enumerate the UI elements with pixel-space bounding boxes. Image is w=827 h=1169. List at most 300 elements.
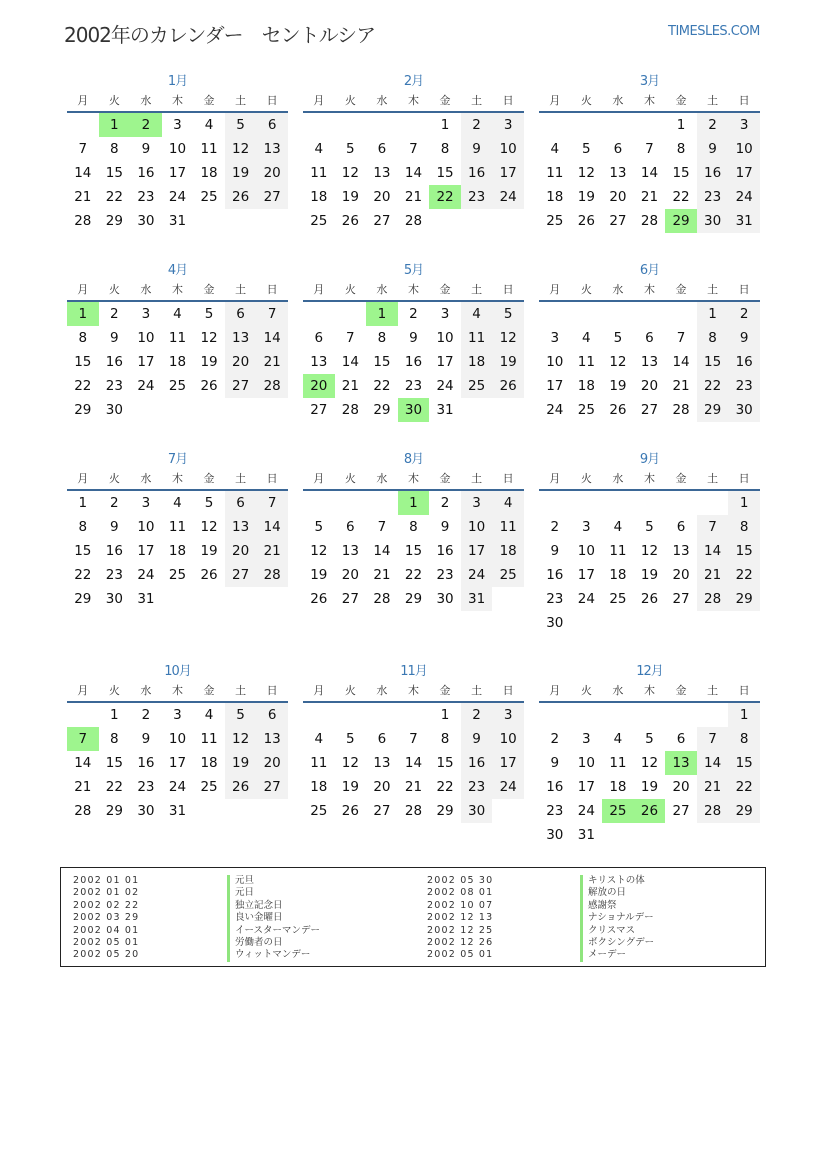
day-cell[interactable]: 6 [256,703,288,727]
day-cell[interactable]: 2 [409,306,418,322]
day-cell[interactable]: 2 [110,495,119,511]
day-cell[interactable]: 23 [436,567,454,583]
day-cell[interactable]: 9 [110,330,119,346]
day-cell[interactable]: 19 [492,350,524,374]
day-cell[interactable]: 2 [110,306,119,322]
day-cell[interactable]: 18 [310,189,328,205]
day-cell[interactable]: 3 [141,306,151,322]
day-cell[interactable]: 8 [78,519,88,535]
day-cell[interactable]: 11 [577,354,595,370]
day-cell[interactable]: 22 [728,563,760,587]
day-cell[interactable]: 12 [341,165,359,181]
day-cell[interactable]: 24 [728,185,760,209]
day-cell[interactable]: 8 [676,141,686,157]
day-cell[interactable]: 5 [346,731,355,747]
day-cell[interactable]: 29 [74,591,92,607]
day-cell[interactable]: 16 [137,165,155,181]
day-cell[interactable]: 18 [310,779,328,795]
day-cell[interactable]: 20 [373,779,391,795]
day-cell[interactable]: 28 [404,213,423,229]
day-cell[interactable]: 19 [200,354,218,370]
day-cell[interactable]: 9 [550,755,560,771]
day-cell[interactable]: 21 [404,779,423,795]
day-cell[interactable]: 19 [225,751,257,775]
day-cell[interactable]: 10 [168,731,187,747]
day-cell[interactable]: 10 [577,543,595,559]
day-cell[interactable]: 17 [728,161,760,185]
day-cell[interactable]: 2 [440,495,450,511]
day-cell[interactable]: 12 [225,137,257,161]
day-cell[interactable]: 17 [577,567,595,583]
day-cell[interactable]: 11 [609,543,627,559]
day-cell[interactable]: 24 [168,189,187,205]
day-cell[interactable]: 10 [436,330,454,346]
day-cell[interactable]: 5 [346,141,355,157]
day-cell[interactable]: 14 [697,751,729,775]
day-cell[interactable]: 10 [577,755,595,771]
day-cell[interactable]: 1 [440,117,450,133]
day-cell[interactable]: 16 [546,567,564,583]
day-cell[interactable]: 23 [105,378,123,394]
holiday-day-cell[interactable]: 1 [366,302,398,326]
holiday-day-cell[interactable]: 7 [67,727,99,751]
day-cell[interactable]: 19 [640,567,659,583]
day-cell[interactable]: 22 [105,189,123,205]
day-cell[interactable]: 30 [137,803,155,819]
day-cell[interactable]: 31 [168,213,187,229]
day-cell[interactable]: 5 [582,141,591,157]
day-cell[interactable]: 8 [728,727,760,751]
day-cell[interactable]: 4 [492,491,524,515]
day-cell[interactable]: 4 [173,495,182,511]
day-cell[interactable]: 30 [728,398,760,422]
day-cell[interactable]: 8 [440,731,450,747]
day-cell[interactable]: 23 [728,374,760,398]
day-cell[interactable]: 4 [314,141,324,157]
day-cell[interactable]: 26 [225,185,257,209]
day-cell[interactable]: 14 [373,543,391,559]
day-cell[interactable]: 16 [697,161,729,185]
day-cell[interactable]: 15 [105,755,123,771]
day-cell[interactable]: 23 [137,189,155,205]
day-cell[interactable]: 2 [461,703,493,727]
day-cell[interactable]: 19 [609,378,627,394]
day-cell[interactable]: 21 [256,350,288,374]
holiday-day-cell[interactable]: 30 [398,398,430,422]
day-cell[interactable]: 13 [373,165,391,181]
day-cell[interactable]: 15 [404,543,423,559]
day-cell[interactable]: 6 [377,141,387,157]
day-cell[interactable]: 28 [697,587,729,611]
day-cell[interactable]: 15 [728,751,760,775]
day-cell[interactable]: 7 [346,330,355,346]
day-cell[interactable]: 14 [74,165,92,181]
day-cell[interactable]: 21 [640,189,659,205]
day-cell[interactable]: 7 [256,491,288,515]
day-cell[interactable]: 5 [645,519,654,535]
day-cell[interactable]: 31 [137,591,155,607]
day-cell[interactable]: 10 [137,330,155,346]
day-cell[interactable]: 25 [168,567,187,583]
day-cell[interactable]: 11 [168,330,187,346]
day-cell[interactable]: 26 [200,567,218,583]
day-cell[interactable]: 11 [200,731,218,747]
day-cell[interactable]: 18 [461,350,493,374]
day-cell[interactable]: 5 [492,302,524,326]
day-cell[interactable]: 11 [310,165,328,181]
day-cell[interactable]: 18 [609,779,627,795]
day-cell[interactable]: 12 [609,354,627,370]
day-cell[interactable]: 17 [577,779,595,795]
day-cell[interactable]: 10 [546,354,564,370]
day-cell[interactable]: 16 [461,751,493,775]
day-cell[interactable]: 30 [546,827,564,843]
day-cell[interactable]: 21 [341,378,359,394]
day-cell[interactable]: 7 [256,302,288,326]
day-cell[interactable]: 27 [341,591,359,607]
day-cell[interactable]: 31 [577,827,595,843]
day-cell[interactable]: 24 [577,803,595,819]
day-cell[interactable]: 29 [436,803,454,819]
day-cell[interactable]: 30 [105,402,123,418]
day-cell[interactable]: 13 [225,326,257,350]
day-cell[interactable]: 17 [168,755,187,771]
day-cell[interactable]: 20 [640,378,659,394]
day-cell[interactable]: 30 [461,799,493,823]
day-cell[interactable]: 23 [546,803,564,819]
holiday-day-cell[interactable]: 22 [429,185,461,209]
day-cell[interactable]: 30 [436,591,454,607]
day-cell[interactable]: 29 [105,213,123,229]
day-cell[interactable]: 7 [645,141,654,157]
day-cell[interactable]: 28 [74,803,92,819]
day-cell[interactable]: 27 [310,402,328,418]
day-cell[interactable]: 15 [373,354,391,370]
day-cell[interactable]: 9 [461,727,493,751]
day-cell[interactable]: 22 [373,378,391,394]
day-cell[interactable]: 6 [377,731,387,747]
day-cell[interactable]: 11 [609,755,627,771]
day-cell[interactable]: 27 [640,402,659,418]
day-cell[interactable]: 7 [676,330,686,346]
day-cell[interactable]: 6 [346,519,355,535]
day-cell[interactable]: 20 [341,567,359,583]
day-cell[interactable]: 31 [728,209,760,233]
day-cell[interactable]: 12 [225,727,257,751]
holiday-day-cell[interactable]: 26 [634,799,666,823]
day-cell[interactable]: 1 [697,302,729,326]
day-cell[interactable]: 17 [436,354,454,370]
day-cell[interactable]: 16 [105,354,123,370]
day-cell[interactable]: 13 [310,354,328,370]
day-cell[interactable]: 24 [168,779,187,795]
day-cell[interactable]: 26 [609,402,627,418]
day-cell[interactable]: 11 [461,326,493,350]
day-cell[interactable]: 4 [582,330,591,346]
day-cell[interactable]: 29 [728,799,760,823]
day-cell[interactable]: 23 [697,185,729,209]
day-cell[interactable]: 12 [341,755,359,771]
day-cell[interactable]: 26 [225,775,257,799]
day-cell[interactable]: 9 [141,141,151,157]
day-cell[interactable]: 25 [546,213,564,229]
day-cell[interactable]: 4 [461,302,493,326]
day-cell[interactable]: 2 [550,519,560,535]
day-cell[interactable]: 7 [697,727,729,751]
day-cell[interactable]: 16 [137,755,155,771]
day-cell[interactable]: 22 [74,378,92,394]
day-cell[interactable]: 17 [492,751,524,775]
day-cell[interactable]: 6 [645,330,654,346]
day-cell[interactable]: 29 [697,398,729,422]
day-cell[interactable]: 2 [728,302,760,326]
day-cell[interactable]: 25 [168,378,187,394]
day-cell[interactable]: 30 [546,615,564,631]
day-cell[interactable]: 19 [640,779,659,795]
day-cell[interactable]: 20 [256,751,288,775]
day-cell[interactable]: 15 [74,543,92,559]
day-cell[interactable]: 14 [341,354,359,370]
day-cell[interactable]: 21 [74,189,92,205]
day-cell[interactable]: 21 [697,775,729,799]
day-cell[interactable]: 14 [404,165,423,181]
day-cell[interactable]: 23 [105,567,123,583]
day-cell[interactable]: 27 [225,374,257,398]
day-cell[interactable]: 17 [137,543,155,559]
day-cell[interactable]: 13 [640,354,659,370]
day-cell[interactable]: 26 [341,803,359,819]
day-cell[interactable]: 9 [141,731,151,747]
day-cell[interactable]: 24 [546,402,564,418]
day-cell[interactable]: 7 [409,731,418,747]
day-cell[interactable]: 16 [404,354,423,370]
day-cell[interactable]: 5 [613,330,623,346]
day-cell[interactable]: 18 [546,189,564,205]
day-cell[interactable]: 8 [697,326,729,350]
day-cell[interactable]: 4 [314,731,324,747]
day-cell[interactable]: 25 [200,189,218,205]
day-cell[interactable]: 1 [78,495,88,511]
day-cell[interactable]: 13 [256,727,288,751]
day-cell[interactable]: 16 [105,543,123,559]
day-cell[interactable]: 5 [225,113,257,137]
day-cell[interactable]: 12 [310,543,328,559]
day-cell[interactable]: 29 [404,591,423,607]
day-cell[interactable]: 9 [110,519,119,535]
day-cell[interactable]: 4 [204,117,214,133]
day-cell[interactable]: 20 [373,189,391,205]
day-cell[interactable]: 3 [492,703,524,727]
day-cell[interactable]: 28 [341,402,359,418]
day-cell[interactable]: 15 [728,539,760,563]
day-cell[interactable]: 8 [728,515,760,539]
day-cell[interactable]: 3 [461,491,493,515]
day-cell[interactable]: 14 [256,515,288,539]
day-cell[interactable]: 27 [225,563,257,587]
day-cell[interactable]: 22 [404,567,423,583]
day-cell[interactable]: 26 [640,591,659,607]
day-cell[interactable]: 14 [640,165,659,181]
day-cell[interactable]: 20 [672,567,690,583]
day-cell[interactable]: 24 [577,591,595,607]
day-cell[interactable]: 23 [404,378,423,394]
day-cell[interactable]: 13 [256,137,288,161]
day-cell[interactable]: 20 [256,161,288,185]
day-cell[interactable]: 25 [461,374,493,398]
day-cell[interactable]: 28 [373,591,391,607]
day-cell[interactable]: 26 [310,591,328,607]
day-cell[interactable]: 12 [640,755,659,771]
day-cell[interactable]: 13 [225,515,257,539]
day-cell[interactable]: 21 [74,779,92,795]
day-cell[interactable]: 20 [225,539,257,563]
day-cell[interactable]: 29 [373,402,391,418]
day-cell[interactable]: 23 [461,775,493,799]
day-cell[interactable]: 24 [436,378,454,394]
holiday-day-cell[interactable]: 29 [665,209,697,233]
day-cell[interactable]: 14 [697,539,729,563]
day-cell[interactable]: 19 [341,779,359,795]
day-cell[interactable]: 19 [310,567,328,583]
day-cell[interactable]: 14 [404,755,423,771]
day-cell[interactable]: 4 [613,731,623,747]
day-cell[interactable]: 20 [225,350,257,374]
day-cell[interactable]: 5 [204,495,214,511]
day-cell[interactable]: 17 [492,161,524,185]
day-cell[interactable]: 28 [74,213,92,229]
day-cell[interactable]: 6 [676,519,686,535]
day-cell[interactable]: 16 [461,161,493,185]
day-cell[interactable]: 18 [168,354,187,370]
day-cell[interactable]: 15 [105,165,123,181]
day-cell[interactable]: 7 [78,141,88,157]
holiday-day-cell[interactable]: 1 [398,491,430,515]
day-cell[interactable]: 6 [225,491,257,515]
day-cell[interactable]: 1 [440,707,450,723]
day-cell[interactable]: 21 [697,563,729,587]
day-cell[interactable]: 3 [582,519,591,535]
day-cell[interactable]: 18 [168,543,187,559]
day-cell[interactable]: 11 [200,141,218,157]
day-cell[interactable]: 10 [492,137,524,161]
day-cell[interactable]: 6 [256,113,288,137]
day-cell[interactable]: 2 [697,113,729,137]
day-cell[interactable]: 10 [168,141,187,157]
day-cell[interactable]: 18 [492,539,524,563]
day-cell[interactable]: 19 [341,189,359,205]
day-cell[interactable]: 7 [697,515,729,539]
day-cell[interactable]: 27 [373,803,391,819]
day-cell[interactable]: 3 [728,113,760,137]
day-cell[interactable]: 26 [492,374,524,398]
day-cell[interactable]: 9 [697,137,729,161]
day-cell[interactable]: 25 [200,779,218,795]
day-cell[interactable]: 18 [200,755,218,771]
day-cell[interactable]: 14 [672,354,690,370]
holiday-day-cell[interactable]: 1 [67,302,99,326]
day-cell[interactable]: 8 [409,519,418,535]
day-cell[interactable]: 10 [492,727,524,751]
day-cell[interactable]: 21 [373,567,391,583]
day-cell[interactable]: 28 [256,374,288,398]
day-cell[interactable]: 28 [640,213,659,229]
day-cell[interactable]: 4 [550,141,560,157]
day-cell[interactable]: 29 [105,803,123,819]
day-cell[interactable]: 10 [728,137,760,161]
day-cell[interactable]: 25 [310,213,328,229]
day-cell[interactable]: 13 [672,543,690,559]
day-cell[interactable]: 8 [440,141,450,157]
day-cell[interactable]: 28 [256,563,288,587]
day-cell[interactable]: 14 [256,326,288,350]
day-cell[interactable]: 27 [373,213,391,229]
day-cell[interactable]: 26 [577,213,595,229]
day-cell[interactable]: 24 [137,378,155,394]
day-cell[interactable]: 7 [409,141,418,157]
holiday-day-cell[interactable]: 1 [99,113,131,137]
day-cell[interactable]: 15 [74,354,92,370]
day-cell[interactable]: 22 [436,779,454,795]
day-cell[interactable]: 18 [200,165,218,181]
day-cell[interactable]: 17 [546,378,564,394]
day-cell[interactable]: 11 [546,165,564,181]
day-cell[interactable]: 23 [461,185,493,209]
day-cell[interactable]: 15 [436,755,454,771]
day-cell[interactable]: 23 [546,591,564,607]
day-cell[interactable]: 27 [256,185,288,209]
day-cell[interactable]: 28 [697,799,729,823]
holiday-day-cell[interactable]: 2 [130,113,162,137]
day-cell[interactable]: 13 [609,165,627,181]
day-cell[interactable]: 8 [78,330,88,346]
day-cell[interactable]: 24 [492,185,524,209]
day-cell[interactable]: 6 [225,302,257,326]
day-cell[interactable]: 15 [436,165,454,181]
day-cell[interactable]: 16 [546,779,564,795]
day-cell[interactable]: 21 [404,189,423,205]
day-cell[interactable]: 27 [672,803,690,819]
day-cell[interactable]: 5 [645,731,654,747]
day-cell[interactable]: 19 [200,543,218,559]
day-cell[interactable]: 18 [609,567,627,583]
day-cell[interactable]: 22 [74,567,92,583]
day-cell[interactable]: 22 [728,775,760,799]
day-cell[interactable]: 22 [105,779,123,795]
day-cell[interactable]: 10 [461,515,493,539]
holiday-day-cell[interactable]: 20 [303,374,335,398]
day-cell[interactable]: 15 [672,165,690,181]
day-cell[interactable]: 23 [137,779,155,795]
day-cell[interactable]: 9 [409,330,418,346]
day-cell[interactable]: 25 [492,563,524,587]
day-cell[interactable]: 17 [168,165,187,181]
day-cell[interactable]: 30 [105,591,123,607]
day-cell[interactable]: 24 [461,563,493,587]
day-cell[interactable]: 3 [173,707,182,723]
day-cell[interactable]: 17 [461,539,493,563]
day-cell[interactable]: 31 [168,803,187,819]
day-cell[interactable]: 6 [613,141,623,157]
day-cell[interactable]: 4 [613,519,623,535]
day-cell[interactable]: 3 [550,330,560,346]
day-cell[interactable]: 2 [461,113,493,137]
day-cell[interactable]: 14 [74,755,92,771]
day-cell[interactable]: 3 [173,117,182,133]
day-cell[interactable]: 11 [168,519,187,535]
day-cell[interactable]: 25 [310,803,328,819]
day-cell[interactable]: 11 [310,755,328,771]
day-cell[interactable]: 9 [728,326,760,350]
